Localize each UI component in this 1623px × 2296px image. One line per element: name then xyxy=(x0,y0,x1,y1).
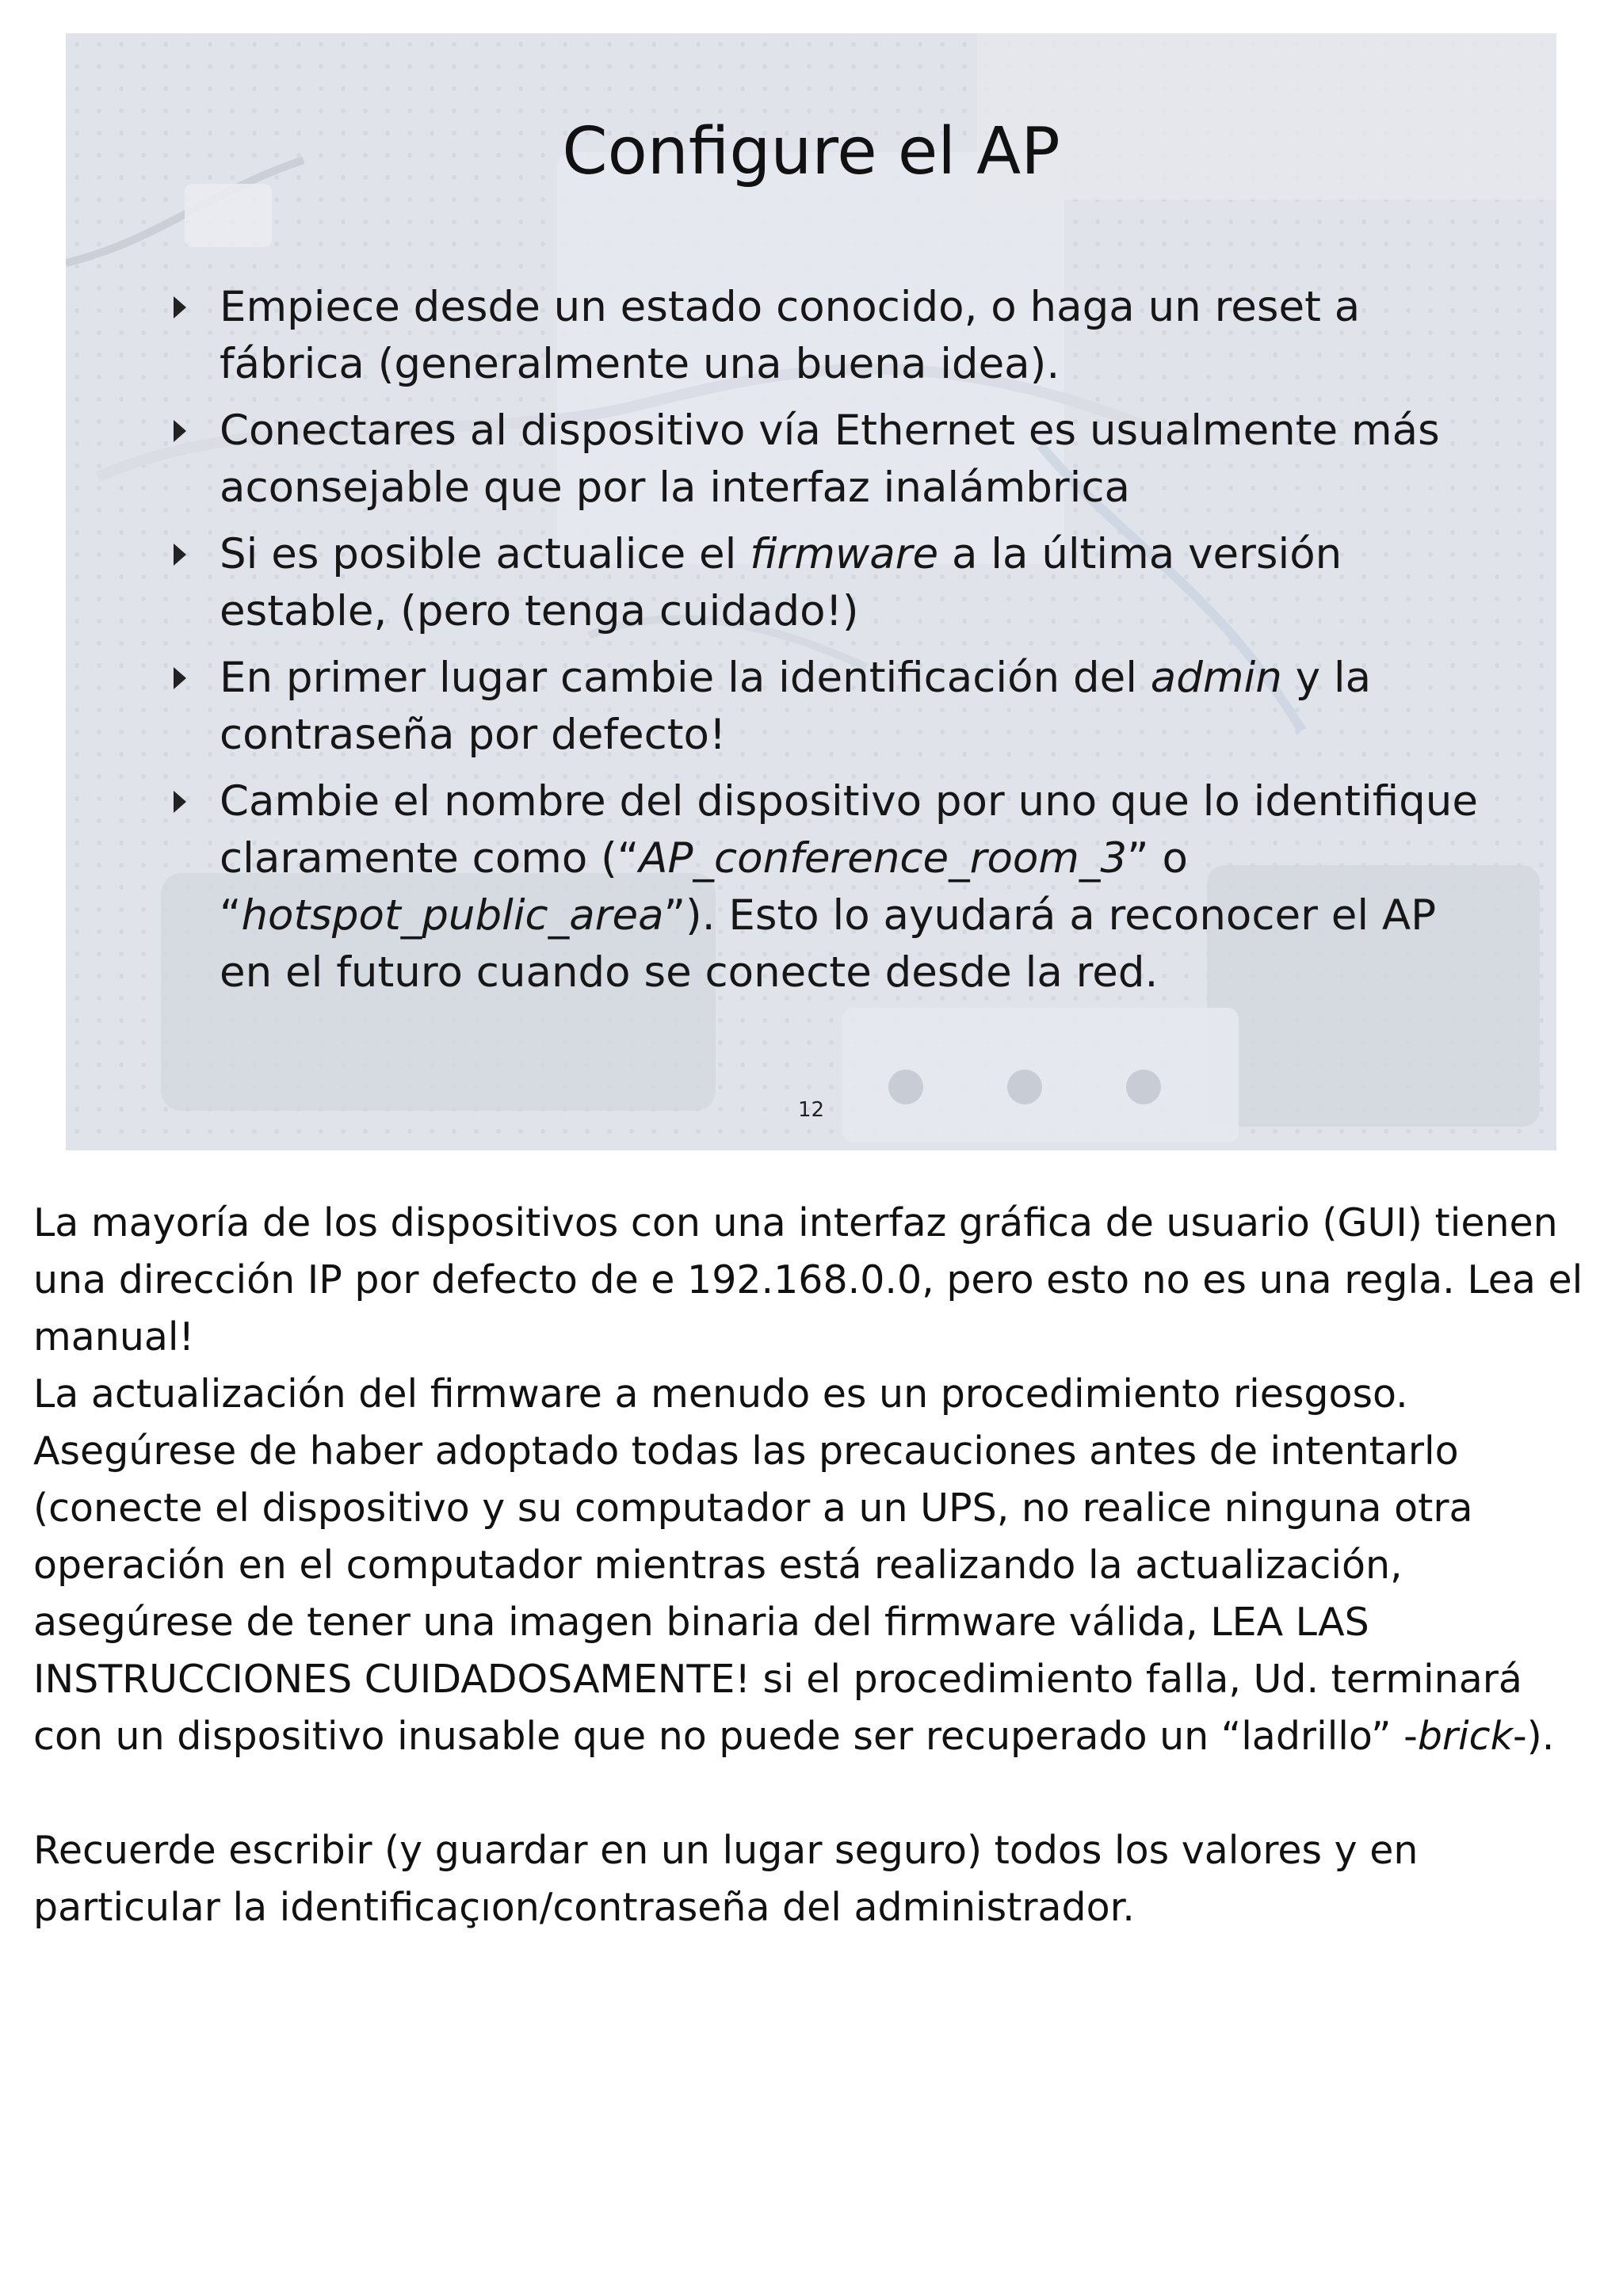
bullet-list xyxy=(169,279,1484,1011)
bullet-text: Empiece desde un estado conocido, o haga un reset a fábrica (generalmente una buena idea). xyxy=(220,283,1361,388)
bullet-italic-text: admin xyxy=(1150,654,1282,702)
slide xyxy=(66,33,1556,1150)
speaker-notes xyxy=(33,1195,1598,1936)
triangle-bullet-icon xyxy=(174,667,186,689)
notes-text: La actualización del firmware a menudo es un procedimiento riesgoso. Asegúrese de haber adoptado todas las precauciones antes de intentarlo (conecte el dispositivo y su computador a un UPS, no realice ninguna otra operación en el computador mientras está realizando la actualización, asegúrese de tener una imagen binaria del firmware válida, LEA LAS INSTRUCCIONES CUIDADOSAMENTE! si el procedimiento falla, Ud. terminará con un dispositivo inusable que no puede ser recuperado un “ladrillo” - xyxy=(33,1371,1522,1759)
bullet-text: ”). Esto lo ayudará a reconocer el AP en el futuro cuando se conecte desde la red. xyxy=(220,891,1437,997)
bullet-text: a la última versión estable, (pero tenga cuidado!) xyxy=(220,530,1342,635)
bullet-italic-text: AP_conference_room_3 xyxy=(639,834,1128,883)
bullet-item xyxy=(169,402,1484,517)
bullet-text: En primer lugar cambie la identificación del xyxy=(220,654,1151,702)
notes-paragraph: Recuerde escribir (y guardar en un lugar seguro) todos los valores y en particular la identificaçıon/contraseña del administrador. xyxy=(33,1828,1419,1930)
slide-title: Configure el AP xyxy=(562,114,1060,189)
triangle-bullet-icon xyxy=(174,420,186,442)
page-number: 12 xyxy=(797,1098,825,1122)
bullet-text: Si es posible actualice el xyxy=(220,530,750,578)
triangle-bullet-icon xyxy=(174,543,186,566)
notes-paragraph: La mayoría de los dispositivos con una interfaz gráfica de usuario (GUI) tienen una dirección IP por defecto de e 192.168.0.0, pero esto no es una regla. Lea el manual! xyxy=(33,1200,1583,1360)
notes-text: -). xyxy=(1513,1714,1555,1759)
notes-paragraph xyxy=(33,1366,1598,1765)
bullet-text: y la contraseña por defecto! xyxy=(220,654,1372,759)
notes-italic-text: brick xyxy=(1417,1714,1513,1759)
bullet-item xyxy=(169,526,1484,640)
bullet-text: ” o “ xyxy=(220,834,1188,940)
paragraph-spacer xyxy=(33,1765,1598,1822)
bullet-text: Conectares al dispositivo vía Ethernet es usualmente más aconsejable que por la interfaz inalámbrica xyxy=(220,406,1440,512)
triangle-bullet-icon xyxy=(174,296,186,318)
bullet-italic-text: firmware xyxy=(750,530,939,578)
bullet-item xyxy=(169,773,1484,1001)
bullet-item xyxy=(169,650,1484,764)
bullet-text: Cambie el nombre del dispositivo por uno que lo identifique claramente como (“ xyxy=(220,777,1478,883)
bullet-item xyxy=(169,279,1484,393)
bullet-italic-text: hotspot_public_area xyxy=(241,891,664,940)
triangle-bullet-icon xyxy=(174,791,186,813)
